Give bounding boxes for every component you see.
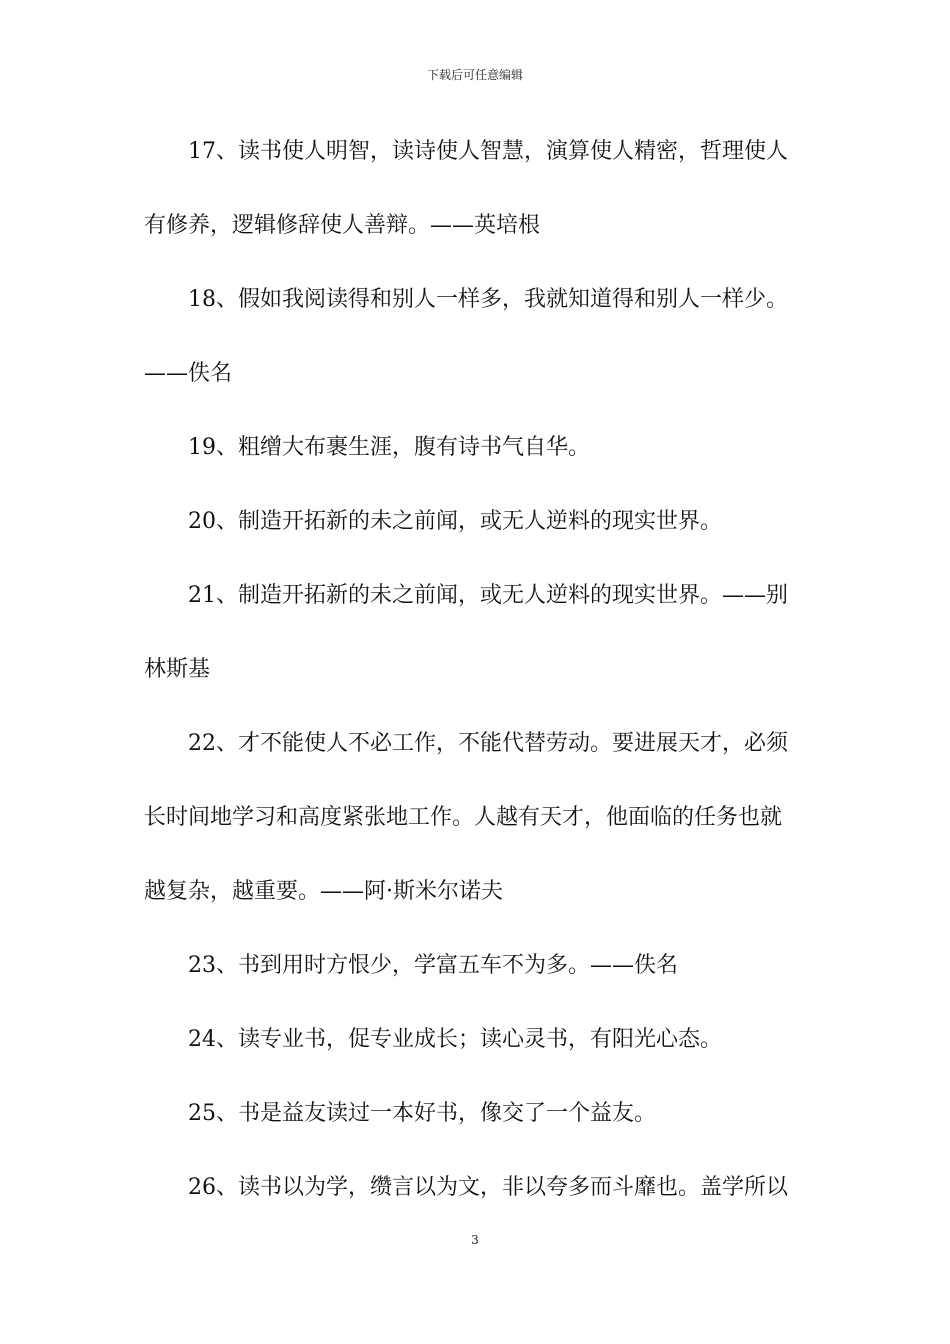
quote-23: 23、书到用时方恨少，学富五车不为多。——佚名 [188,953,678,978]
page-number: 3 [471,1233,479,1247]
quote-21-line-2: 林斯基 [144,657,211,682]
quote-18-line-1: 18、假如我阅读得和别人一样多，我就知道得和别人一样少。 [188,287,788,312]
quote-24: 24、读专业书，促专业成长；读心灵书，有阳光心态。 [188,1027,722,1052]
quote-18-line-2: ——佚名 [144,361,233,386]
quote-25: 25、书是益友读过一本好书，像交了一个益友。 [188,1101,656,1126]
quote-21-line-1: 21、制造开拓新的未之前闻，或无人逆料的现实世界。——别 [188,583,788,608]
quote-22-line-3: 越复杂，越重要。——阿·斯米尔诺夫 [144,879,503,904]
quote-17-line-1: 17、读书使人明智，读诗使人智慧，演算使人精密，哲理使人 [188,139,788,164]
quote-20: 20、制造开拓新的未之前闻，或无人逆料的现实世界。 [188,509,722,534]
quote-22-line-1: 22、才不能使人不必工作，不能代替劳动。要进展天才，必须 [188,731,788,756]
page-header: 下载后可任意编辑 [426,68,523,82]
quote-22-line-2: 长时间地学习和高度紧张地工作。人越有天才，他面临的任务也就 [144,805,783,830]
quote-26-line-1: 26、读书以为学，缵言以为文，非以夸多而斗靡也。盖学所以 [188,1175,788,1200]
quote-19: 19、粗缯大布裹生涯，腹有诗书气自华。 [188,435,590,460]
quote-17-line-2: 有修养，逻辑修辞使人善辩。——英培根 [144,213,541,238]
